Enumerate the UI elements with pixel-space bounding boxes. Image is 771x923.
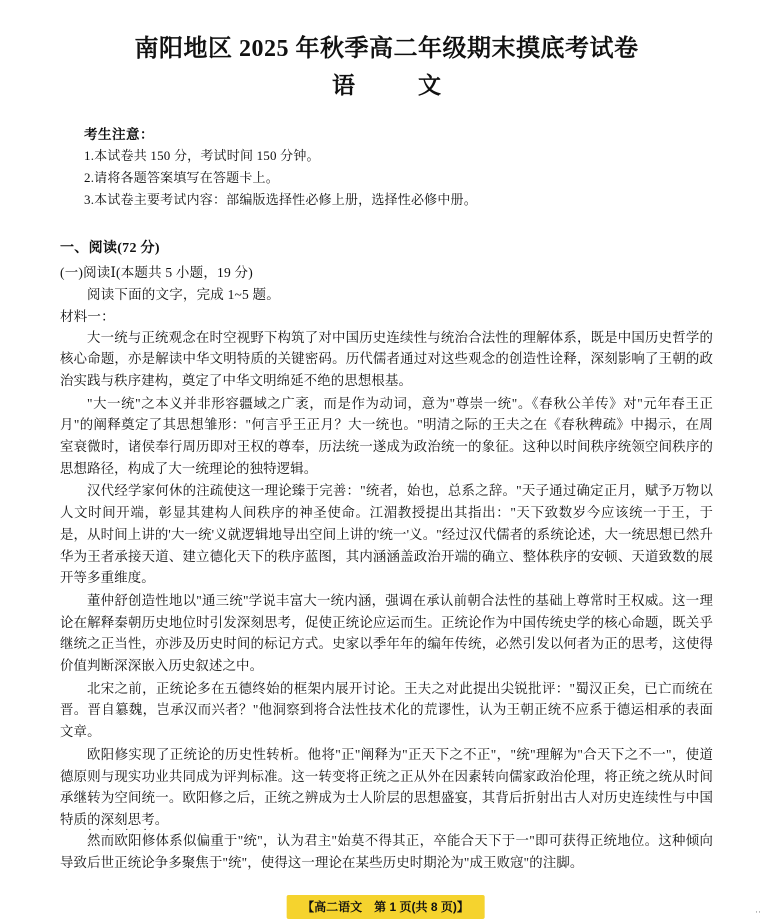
body-paragraph-3: 汉代经学家何休的注疏使这一理论臻于完善："统者，始也，总系之辞。"天子通过确定正月，赋予万物以人文时间开端，彰显其建构人间秩序的神圣使命。江湄教授提出其指出："天下致数岁今应该统一于王，于是，从时间上讲的'大一统'义就逻辑地导出空间上讲的'统一'义。"经过汉代儒者的系统论述，大一统思想已然升华为王者承接天道、建立德化天下的秩序蓝图，其内涵涵盖政治开端的确立、整体秩序的安顿、天道致数的展开等多重维度。	[60, 483, 713, 586]
body-paragraph-2: "大一统"之本义并非形容疆域之广袤，而是作为动词，意为"尊崇一统"。《春秋公羊传》对"元年春王正月"的阐释奠定了其思想雏形："何言乎王正月？大一统也。"明清之际的王夫之在《春秋稗疏》中揭示，在周室衰微时，诸侯奉行周历即对王权的尊奉，历法统一遂成为政治统一的象征。这种以时间秩序统领空间秩序的思想路径，构成了大一统理论的独特逻辑。	[60, 395, 713, 476]
notice-item-3: 3.本试卷主要考试内容：部编版选择性必修上册，选择性必修中册。	[84, 192, 477, 208]
footer-page-label: 【高二语文 第 1 页(共 8 页)】	[286, 895, 485, 919]
notice-heading: 考生注意：	[84, 127, 154, 143]
page-title: 南阳地区 2025 年秋季高二年级期末摸底考试卷	[134, 36, 639, 62]
material-label: 材料一：	[60, 308, 115, 324]
notice-item-2: 2.请将各题答案填写在答题卡上。	[84, 170, 279, 186]
page-footer	[0, 893, 771, 923]
subject-title: 语 文	[332, 73, 461, 99]
footer-corner-mark: ··	[755, 907, 761, 917]
section-heading-reading: 一、阅读(72 分)	[60, 240, 160, 256]
notice-item-1: 1.本试卷共 150 分，考试时间 150 分钟。	[84, 148, 320, 164]
subsection-heading: (一)阅读Ⅰ(本题共 5 小题，19 分)	[60, 264, 253, 280]
body-paragraph-1: 大一统与正统观念在时空视野下构筑了对中国历史连续性与统治合法性的理解体系，既是中国历史哲学的核心命题，亦是解读中华文明特质的关键密码。历代儒者通过对这些观念的创造性诠释，深刻影响了王朝的政治实践与秩序建构，奠定了中华文明绵延不绝的思想根基。	[60, 329, 713, 388]
emphasis-dots: · · · ·	[88, 823, 153, 836]
body-paragraph-5: 北宋之前，正统论多在五德终始的框架内展开讨论。王夫之对此提出尖锐批评："蜀汉正矣，已亡而统在晋。晋自簒魏，岂承汉而兴者？"他洞察到将合法性技术化的荒谬性，认为王朝正统不应系于德运相承的表面文章。	[60, 680, 713, 740]
body-paragraph-7: 然而欧阳修体系似偏重于"统"，认为君主"始莫不得其正，卒能合天下于一"即可获得正统地位。这种倾向导致后世正统论争多聚焦于"统"，使得这一理论在某些历史时期沦为"成王败寇"的注脚。	[60, 833, 713, 871]
body-paragraph-6: 欧阳修实现了正统论的历史性转析。他将"正"阐释为"正天下之不正"，"统"理解为"合天下之不一"，使道德原则与现实功业共同成为评判标准。这一转变将正统之正从外在因素转向儒家政治伦理，将正统之统从时间承继转为空间统一。欧阳修之后，正统之辨成为士人阶层的思想盛宴，其背后折射出古人对历史连续性与中国特质的深刻思考。	[60, 746, 713, 827]
body-paragraph-4: 董仲舒创造性地以"通三统"学说丰富大一统内涵，强调在承认前朝合法性的基础上尊常时王权威。这一理论在解释秦朝历史地位时引发深刻思考，促使正统论应运而生。正统论作为中国传统史学的核心命题，既关乎继统之正当性，亦涉及历史时间的标记方式。史家以季年年的编年传统，必然引发以何者为正的思考，这使得价值判断深深嵌入历史叙述之中。	[60, 592, 713, 674]
reading-instruction: 阅读下面的文字，完成 1~5 题。	[87, 286, 280, 302]
